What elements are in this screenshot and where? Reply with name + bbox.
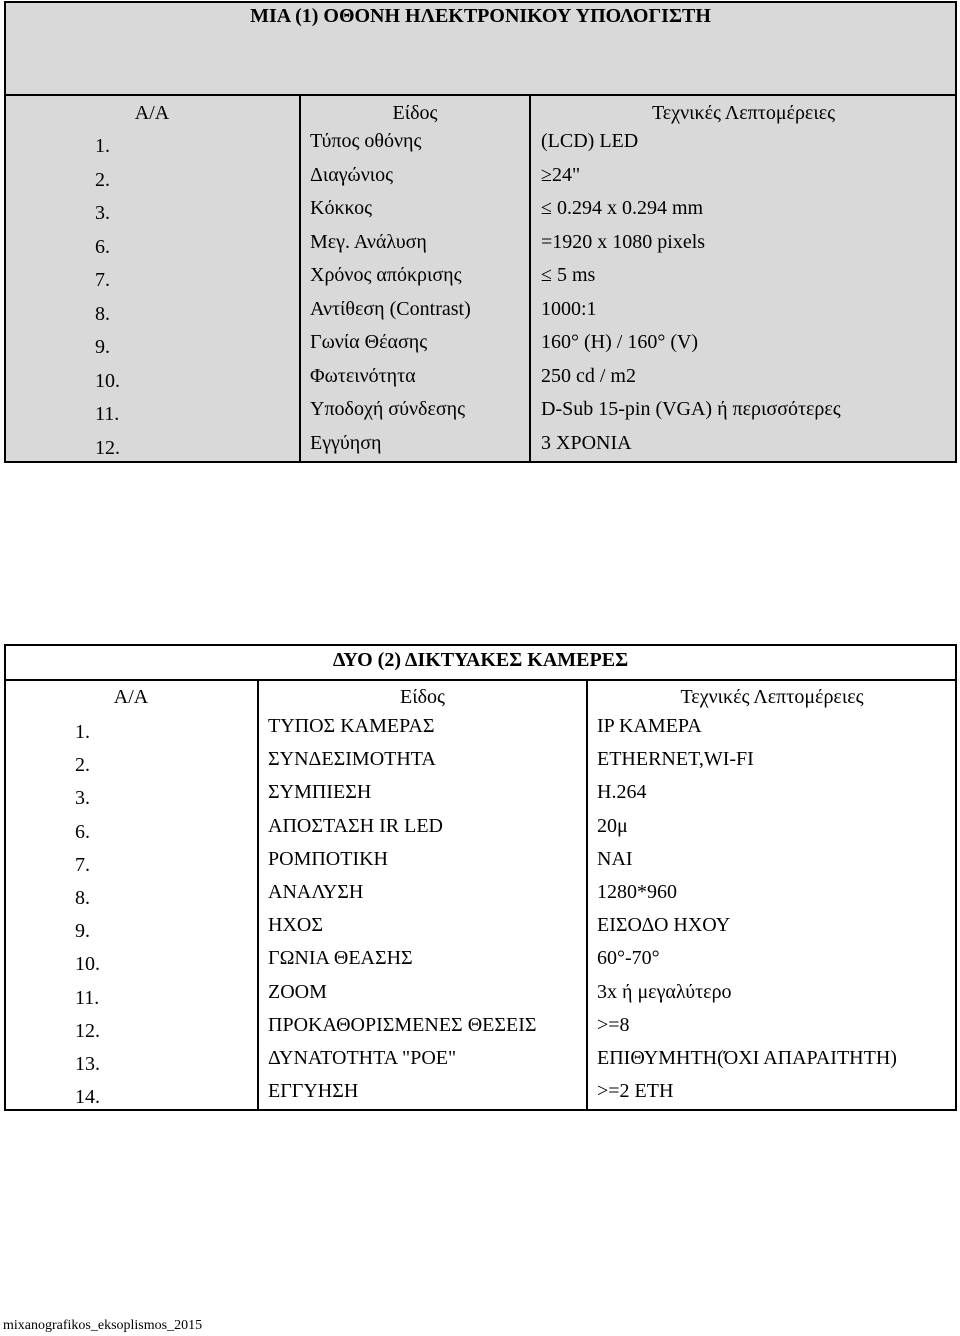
row-item: Μεγ. Ανάλυση — [310, 230, 427, 253]
row-spec: ΕΙΣΟΔΟ ΗΧΟΥ — [597, 914, 731, 937]
table-row — [0, 745, 960, 778]
row-spec: ETHERNET,WI-FI — [597, 748, 754, 771]
monitor-table-title: ΜΙΑ (1) ΟΘΟΝΗ ΗΛΕΚΤΡΟΝΙΚΟΥ ΥΠΟΛΟΓΙΣΤΗ — [250, 5, 711, 27]
row-number: 7. — [75, 853, 90, 876]
table-row — [0, 194, 960, 228]
row-number: 11. — [95, 403, 120, 425]
row-spec: D-Sub 15-pin (VGA) ή περισσότερες — [541, 398, 841, 420]
camera-title-divider — [4, 679, 957, 681]
row-spec: ≤ 0.294 x 0.294 mm — [541, 197, 704, 219]
table-row — [0, 944, 960, 977]
row-number: 13. — [75, 1052, 100, 1075]
table-row — [0, 228, 960, 262]
row-spec: ΝΑΙ — [597, 847, 633, 870]
camera-header-specs: Τεχνικές Λεπτομέρειες — [680, 686, 864, 708]
row-item: Χρόνος απόκρισης — [310, 264, 462, 286]
row-item: ΡΟΜΠΟΤΙΚΗ — [268, 847, 388, 870]
table-row — [0, 845, 960, 878]
camera-header-aa: Α/Α — [113, 686, 149, 708]
table-row — [0, 161, 960, 195]
camera-header-item: Είδος — [400, 686, 445, 708]
row-number: 1. — [75, 721, 90, 743]
table-row — [0, 1011, 960, 1044]
row-spec: (LCD) LED — [541, 130, 639, 152]
row-item: ΣΥΝΔΕΣΙΜΟΤΗΤΑ — [268, 748, 436, 771]
page-footer: mixanografikos_eksoplismos_2015 — [3, 1318, 203, 1333]
table-row — [0, 812, 960, 845]
row-number: 6. — [95, 235, 110, 258]
monitor-table-body — [0, 127, 960, 462]
row-item: Γωνία Θέασης — [310, 331, 428, 353]
table-row — [0, 978, 960, 1011]
row-spec: IP ΚΑΜΕΡΑ — [597, 715, 702, 737]
table-row — [0, 911, 960, 944]
row-item: ΔΥΝΑΤΟΤΗΤΑ "ΡΟΕ" — [268, 1046, 457, 1069]
table-row — [0, 295, 960, 329]
row-item: ΓΩΝΙΑ ΘΕΑΣΗΣ — [268, 947, 413, 970]
row-spec: ΕΠΙΘΥΜΗΤΗ(ΌΧΙ ΑΠΑΡΑΙΤΗΤΗ) — [597, 1046, 897, 1069]
row-number: 1. — [95, 135, 110, 157]
row-number: 9. — [75, 920, 90, 943]
table-row — [0, 1044, 960, 1077]
table-row — [0, 127, 960, 161]
table-row — [0, 328, 960, 362]
camera-table-body — [0, 712, 960, 1110]
row-item: ΠΡΟΚΑΘΟΡΙΣΜΕΝΕΣ ΘΕΣΕΙΣ — [268, 1013, 537, 1036]
row-number: 2. — [95, 168, 110, 191]
row-number: 12. — [75, 1019, 100, 1042]
row-number: 10. — [95, 369, 120, 392]
row-number: 10. — [75, 953, 100, 976]
row-item: Τύπος οθόνης — [310, 130, 422, 152]
row-item: ΑΝΑΛΥΣΗ — [268, 880, 364, 903]
row-number: 9. — [95, 336, 110, 358]
row-number: 3. — [95, 202, 110, 224]
row-spec: ≥24" — [541, 163, 581, 186]
row-number: 2. — [75, 754, 90, 777]
row-spec: 3x ή μεγαλύτερο — [597, 980, 732, 1003]
monitor-title-divider — [4, 94, 957, 96]
row-spec: 250 cd / m2 — [541, 364, 636, 387]
row-number: 11. — [75, 986, 100, 1009]
row-item: ΕΓΓΥΗΣΗ — [268, 1080, 359, 1103]
row-spec: 60°-70° — [597, 947, 660, 970]
table-row — [0, 261, 960, 295]
row-spec: =1920 x 1080 pixels — [541, 230, 706, 253]
table-row — [0, 712, 960, 745]
row-number: 8. — [75, 886, 90, 909]
row-number: 7. — [95, 269, 110, 291]
row-spec: ≤ 5 ms — [541, 264, 596, 286]
row-spec: >=2 ΕΤΗ — [597, 1080, 674, 1103]
row-spec: 3 ΧΡΟΝΙΑ — [541, 431, 632, 454]
row-number: 14. — [75, 1086, 100, 1109]
camera-table-title: ΔΥΟ (2) ΔΙΚΤΥΑΚΕΣ ΚΑΜΕΡΕΣ — [332, 649, 629, 671]
row-item: ΣΥΜΠΙΕΣΗ — [268, 781, 372, 804]
table-row — [0, 395, 960, 429]
table-row — [0, 778, 960, 811]
row-item: ΗΧΟΣ — [268, 914, 323, 937]
monitor-header-specs: Τεχνικές Λεπτομέρειες — [651, 102, 836, 124]
row-item: Υποδοχή σύνδεσης — [310, 398, 466, 420]
row-spec: 1280*960 — [597, 880, 677, 903]
row-spec: >=8 — [597, 1013, 630, 1036]
row-number: 6. — [75, 820, 90, 843]
row-item: ΤΥΠΟΣ ΚΑΜΕΡΑΣ — [268, 715, 435, 737]
row-spec: 1000:1 — [541, 297, 597, 320]
row-item: ΑΠΟΣΤΑΣΗ IR LED — [268, 814, 443, 837]
table-row — [0, 362, 960, 396]
row-spec: 20μ — [597, 814, 628, 837]
row-number: 8. — [95, 302, 110, 325]
monitor-header-item: Είδος — [392, 102, 438, 124]
row-spec: 160° (H) / 160° (V) — [541, 331, 699, 353]
table-row — [0, 1077, 960, 1110]
row-item: ZOOM — [268, 980, 327, 1003]
row-item: Εγγύηση — [310, 431, 382, 454]
row-item: Διαγώνιος — [310, 163, 394, 186]
row-number: 12. — [95, 436, 120, 459]
row-number: 3. — [75, 787, 90, 810]
row-spec: H.264 — [597, 781, 647, 804]
row-item: Φωτεινότητα — [310, 364, 416, 387]
table-row — [0, 878, 960, 911]
row-item: Κόκκος — [310, 197, 373, 219]
monitor-header-aa: Α/Α — [134, 102, 170, 124]
table-row — [0, 429, 960, 463]
row-item: Αντίθεση (Contrast) — [310, 297, 471, 320]
